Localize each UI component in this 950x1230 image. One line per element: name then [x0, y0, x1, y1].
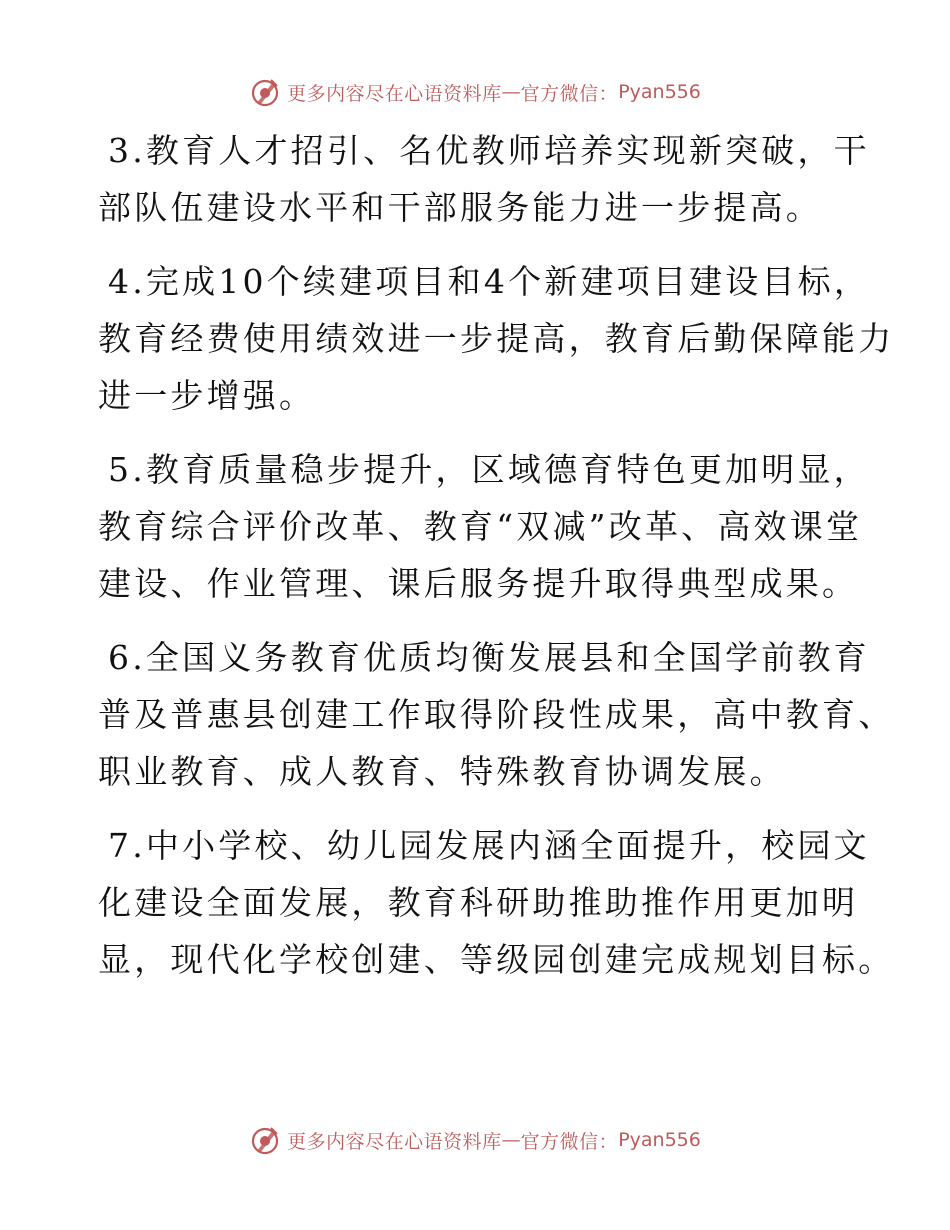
text-line: 3.教育人才招引、名优教师培养实现新突破，干	[108, 131, 870, 170]
watermark-site-text: 更多内容尽在心语资料库	[287, 82, 502, 105]
watermark-wechat-label: 官方微信：	[520, 82, 619, 105]
watermark-site-text: 更多内容尽在心语资料库	[287, 1130, 502, 1153]
paragraph-item-4	[98, 253, 895, 424]
paragraph-item-7	[98, 817, 895, 988]
watermark-dash: —	[501, 1129, 521, 1151]
paragraph-item-6	[98, 629, 895, 800]
text-line: 4.完成10个续建项目和4个新建项目建设目标，	[108, 262, 871, 301]
header-watermark	[0, 72, 950, 112]
text-line: 5.教育质量稳步提升，区域德育特色更加明显，	[108, 450, 870, 489]
text-line: 建设、作业管理、课后服务提升取得典型成果。	[98, 564, 859, 603]
watermark-wechat-id: Pyan556	[618, 1129, 701, 1151]
text-line: 部队伍建设水平和干部服务能力进一步提高。	[98, 188, 822, 227]
text-line: 7.中小学校、幼儿园发展内涵全面提升，校园文	[108, 826, 870, 865]
watermark-wechat-id: Pyan556	[618, 81, 701, 103]
paragraph-item-5	[98, 441, 870, 612]
quill-pen-logo-icon	[249, 76, 281, 108]
text-line: 教育综合评价改革、教育“双减”改革、高效课堂	[98, 507, 863, 546]
text-line: 显，现代化学校创建、等级园创建完成规划目标。	[98, 940, 895, 979]
footer-watermark	[0, 1120, 950, 1160]
watermark-dash: —	[501, 81, 521, 103]
text-line: 职业教育、成人教育、特殊教育协调发展。	[98, 752, 786, 791]
quill-pen-logo-icon	[249, 1124, 281, 1156]
text-line: 化建设全面发展，教育科研助推助推作用更加明	[98, 883, 859, 922]
text-line: 教育经费使用绩效进一步提高，教育后勤保障能力	[98, 319, 895, 358]
paragraph-item-3	[98, 122, 870, 236]
text-line: 普及普惠县创建工作取得阶段性成果，高中教育、	[98, 695, 895, 734]
text-line: 进一步增强。	[98, 376, 316, 415]
document-body	[98, 122, 895, 1005]
text-line: 6.全国义务教育优质均衡发展县和全国学前教育	[108, 638, 870, 677]
watermark-wechat-label: 官方微信：	[520, 1130, 619, 1153]
